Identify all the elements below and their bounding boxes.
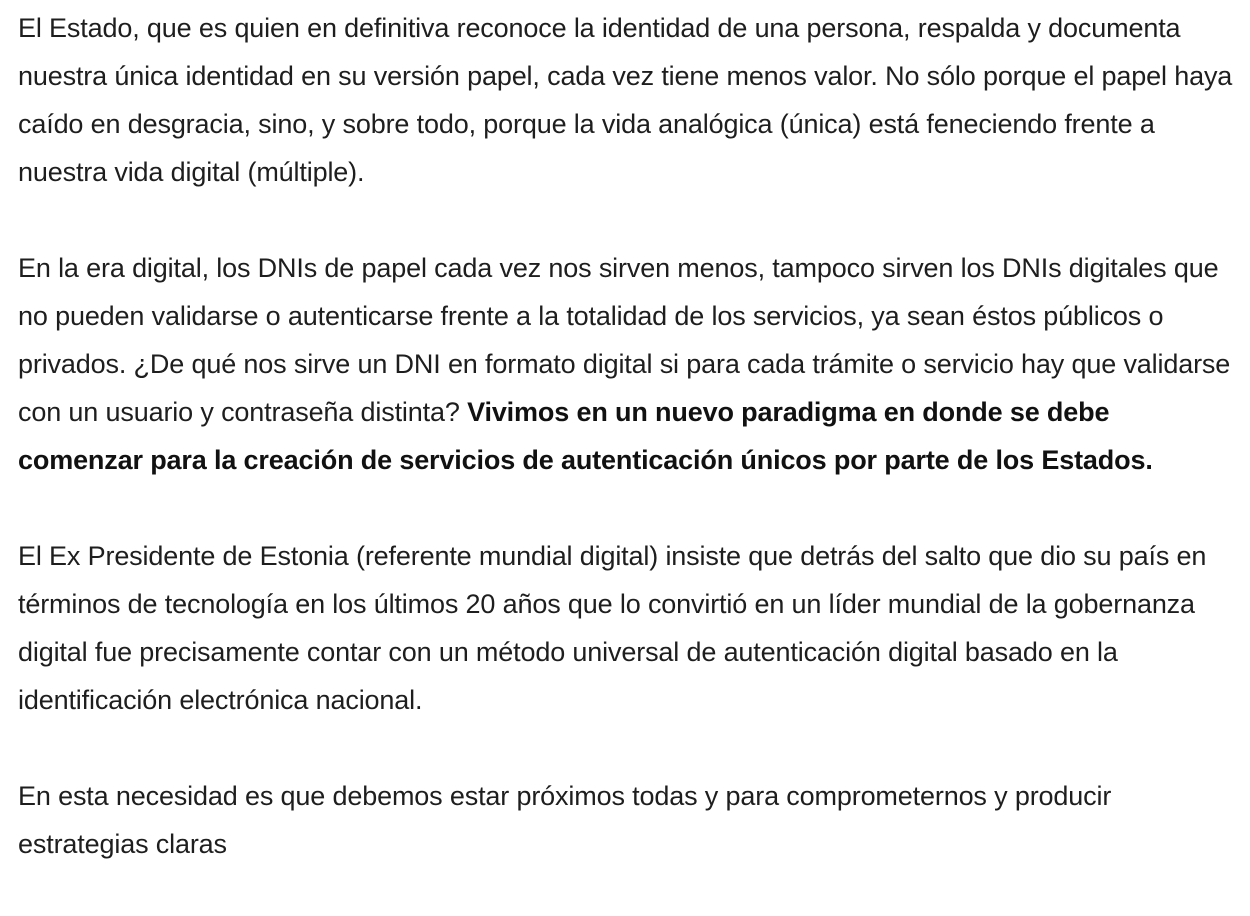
paragraph: El Ex Presidente de Estonia (referente mundial digital) insiste que detrás del salto que dio su país en términos de tecnología en los últimos 20 años que lo convirtió en un líder mundial de la gobernanza digital fue precisamente contar con un método universal de autenticación digital basado en la identificación electrónica nacional. [18,541,1207,715]
paragraph-partial: En esta necesidad es que debemos estar próximos todas y para comprometernos y producir estrategias claras [18,781,1112,859]
paragraph: El Estado, que es quien en definitiva reconoce la identidad de una persona, respalda y documenta nuestra única identidad en su versión papel, cada vez tiene menos valor. No sólo porque el papel haya caído en desgracia, sino, y sobre todo, porque la vida analógica (única) está feneciendo frente a nuestra vida digital (múltiple). [18,13,1233,187]
paragraph [18,244,1240,484]
article-body [18,4,1240,916]
paragraph-text: En la era digital, los DNIs de papel cada vez nos sirven menos, tampoco sirven los DNIs digitales que no pueden validarse o autenticarse frente a la totalidad de los servicios, ya sean éstos públicos o privados. ¿De qué nos sirve un DNI en formato digital si para cada trámite o servicio hay que validarse con un usuario y contraseña distinta? [18,253,1231,427]
bold-highlight: Vivimos en un nuevo paradigma en donde se debe comenzar para la creación de servicios de autenticación únicos por parte de los Estados. [18,397,1153,475]
